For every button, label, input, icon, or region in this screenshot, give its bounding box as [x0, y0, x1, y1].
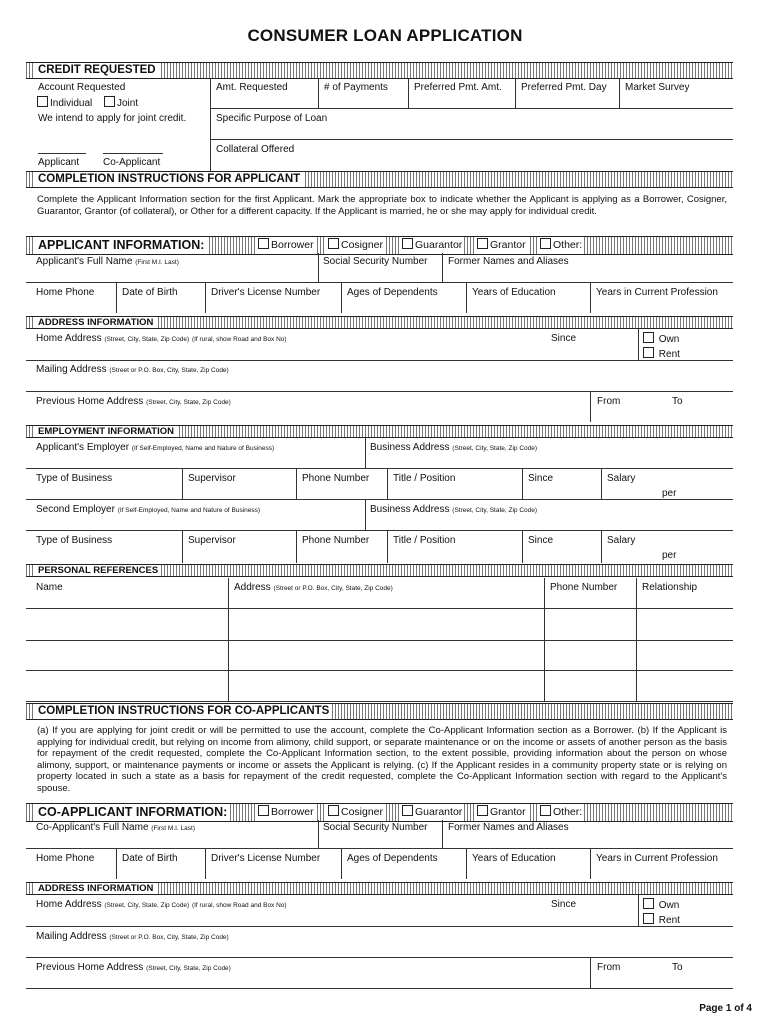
rent-option[interactable]: [643, 347, 680, 361]
divider: [26, 530, 733, 531]
divider: [210, 108, 733, 109]
co-cosigner-option[interactable]: [326, 804, 385, 821]
since-field[interactable]: Since: [551, 333, 577, 344]
divider: [341, 282, 342, 313]
divider: [210, 78, 211, 171]
own-option[interactable]: [643, 332, 679, 346]
divider: [26, 499, 733, 500]
divider: [387, 530, 388, 563]
applicant-info-header: [26, 236, 733, 255]
reference-row[interactable]: [26, 608, 733, 609]
divider: [387, 468, 388, 499]
divider: [182, 468, 183, 499]
co-ssn-field[interactable]: Social Security Number: [323, 822, 428, 833]
co-rent-checkbox[interactable]: [643, 913, 654, 924]
individual-label: Individual: [50, 98, 93, 109]
reference-row[interactable]: [26, 701, 733, 702]
instructions-co-header: [26, 703, 733, 720]
divider: [182, 530, 183, 563]
divider: [26, 468, 733, 469]
applicant-initials-label: Applicant: [38, 157, 80, 168]
co-home-address-label: Home Address: [36, 899, 102, 910]
other-option[interactable]: [538, 237, 584, 254]
co-borrower-option[interactable]: [256, 804, 316, 821]
individual-checkbox[interactable]: [37, 96, 48, 107]
joint-credit-note: We intend to apply for joint credit.: [38, 113, 187, 124]
co-previous-address-field[interactable]: [36, 962, 231, 975]
pref-pmt-amt-field[interactable]: Preferred Pmt. Amt.: [414, 82, 502, 93]
divider: [442, 820, 443, 848]
co-previous-label: Previous Home Address: [36, 962, 144, 973]
license-field[interactable]: Driver's License Number: [211, 287, 321, 298]
divider: [601, 468, 602, 499]
reference-row[interactable]: [26, 670, 733, 671]
page-number: Page 1 of 4: [699, 1003, 752, 1014]
divider: [442, 253, 443, 282]
other-label: Other:: [553, 239, 583, 251]
co-former-names-field[interactable]: Former Names and Aliases: [448, 822, 569, 833]
page-title: CONSUMER LOAN APPLICATION: [247, 26, 523, 45]
divider: [365, 499, 366, 530]
credit-requested-header: [26, 62, 733, 79]
co-home-address-field[interactable]: [36, 899, 287, 912]
divider: [26, 282, 733, 283]
second-salary-field[interactable]: Salary: [607, 535, 636, 546]
employer-label: Applicant's Employer: [36, 442, 130, 453]
co-rent-option[interactable]: [643, 913, 680, 927]
divider: [408, 78, 409, 108]
full-name-hint: (First M.I. Last): [135, 259, 179, 266]
cosigner-label: Cosigner: [341, 239, 384, 251]
co-license-field[interactable]: Driver's License Number: [211, 853, 321, 864]
former-names-field[interactable]: Former Names and Aliases: [448, 256, 569, 267]
second-business-label: Business Address: [370, 504, 450, 515]
co-borrower-label: Borrower: [271, 806, 314, 818]
co-home-phone-field[interactable]: Home Phone: [36, 853, 95, 864]
mailing-hint: (Street or P.O. Box, City, State, Zip Code): [109, 367, 229, 374]
co-borrower-checkbox[interactable]: [258, 805, 269, 816]
co-from-field[interactable]: From: [597, 962, 621, 973]
co-guarantor-checkbox[interactable]: [402, 805, 413, 816]
applicant-info-title: APPLICANT INFORMATION:: [35, 237, 207, 254]
ref-address-header: [234, 582, 393, 595]
ref-name-header: Name: [36, 582, 63, 593]
divider: [341, 848, 342, 879]
second-business-address-field[interactable]: [370, 504, 537, 517]
second-phone-field[interactable]: Phone Number: [302, 535, 370, 546]
address-info-title: ADDRESS INFORMATION: [35, 317, 156, 328]
joint-label: Joint: [117, 98, 139, 109]
previous-hint: (Street, City, State, Zip Code): [146, 399, 231, 406]
business-hint: (Street, City, State, Zip Code): [452, 445, 538, 452]
applicant-full-name-field[interactable]: [36, 256, 179, 269]
co-home-address-hint: (Street, City, State, Zip Code): [104, 902, 190, 909]
co-full-name-hint: (First M.I. Last): [151, 825, 195, 832]
dob-field[interactable]: Date of Birth: [122, 287, 178, 298]
type-business-field[interactable]: Type of Business: [36, 473, 113, 484]
rent-label: Rent: [658, 349, 680, 360]
co-applicant-info-title: CO-APPLICANT INFORMATION:: [35, 804, 230, 821]
ref-phone-header: Phone Number: [550, 582, 618, 593]
divider: [590, 848, 591, 879]
other-checkbox[interactable]: [540, 238, 551, 249]
co-guarantor-option[interactable]: [400, 804, 464, 821]
reference-row[interactable]: [26, 640, 733, 641]
co-full-name-field[interactable]: [36, 822, 195, 835]
divider: [590, 282, 591, 313]
instructions-co-text: (a) If you are applying for joint credit or will be permitted to use the account, complete the Co-Applicant Information section as a Borrower. (b) If the Applicant is applying for individual credit, but relying on income from alimony, child support, or separate maintenance or on the income or assets of another person as the basis for repayment of the credit requested, complete the Co-Applicant Information section, to the extent possible, providing information about the person on whose alimony, support, or maintenance payments or income or assets the Applicant is relying. (c) If the Applicant resides in a community property state or is relying on property located in such a state as a basis for repayment of the credit requested, complete the Co-Applicant Information section with regard to the Applicant's spouse.: [37, 725, 727, 794]
co-other-label: Other:: [553, 806, 583, 818]
divider: [296, 530, 297, 563]
divider: [522, 468, 523, 499]
divider: [590, 391, 591, 422]
divider: [26, 360, 733, 361]
guarantor-label: Guarantor: [415, 239, 463, 251]
second-employer-field[interactable]: [36, 504, 260, 517]
address-info-header: [26, 316, 733, 329]
co-other-checkbox[interactable]: [540, 805, 551, 816]
divider: [296, 468, 297, 499]
divider: [205, 282, 206, 313]
employment-since-field[interactable]: Since: [528, 473, 554, 484]
employment-info-header: [26, 425, 733, 438]
own-checkbox[interactable]: [643, 332, 654, 343]
second-salary-per: per: [662, 550, 677, 561]
co-dob-field[interactable]: Date of Birth: [122, 853, 178, 864]
co-rent-label: Rent: [658, 915, 680, 926]
divider: [638, 329, 639, 360]
second-employer-hint: (If Self-Employed, Name and Nature of Business): [117, 507, 261, 514]
co-mailing-label: Mailing Address: [36, 931, 107, 942]
co-mailing-address-field[interactable]: [36, 931, 229, 944]
credit-requested-title: CREDIT REQUESTED: [35, 63, 159, 78]
divider: [638, 895, 639, 926]
full-name-label: Applicant's Full Name: [36, 256, 133, 267]
instructions-co-title: COMPLETION INSTRUCTIONS FOR CO-APPLICANTS: [35, 704, 332, 719]
divider: [365, 438, 366, 468]
divider: [26, 848, 733, 849]
co-ages-dependents-field[interactable]: Ages of Dependents: [347, 853, 438, 864]
years-education-field[interactable]: Years of Education: [472, 287, 556, 298]
co-cosigner-checkbox[interactable]: [328, 805, 339, 816]
ref-address-hint: (Street or P.O. Box, City, State, Zip Code): [273, 585, 393, 592]
divider: [318, 78, 319, 108]
co-previous-hint: (Street, City, State, Zip Code): [146, 965, 231, 972]
mailing-label: Mailing Address: [36, 364, 107, 375]
borrower-label: Borrower: [271, 239, 314, 251]
second-since-field[interactable]: Since: [528, 535, 554, 546]
employment-info-title: EMPLOYMENT INFORMATION: [35, 426, 177, 437]
employer-hint: (If Self-Employed, Name and Nature of Business): [131, 445, 275, 452]
co-applicant-initials-line[interactable]: [103, 153, 163, 154]
second-title-field[interactable]: Title / Position: [393, 535, 456, 546]
references-header: [26, 564, 733, 577]
co-rural-hint: (If rural, show Road and Box No): [191, 902, 287, 909]
co-own-checkbox[interactable]: [643, 898, 654, 909]
divider: [522, 530, 523, 563]
rent-checkbox[interactable]: [643, 347, 654, 358]
account-requested-label: Account Requested: [38, 82, 126, 93]
cosigner-checkbox[interactable]: [328, 238, 339, 249]
co-applicant-info-header: [26, 803, 733, 822]
co-grantor-option[interactable]: [475, 804, 528, 821]
references-title: PERSONAL REFERENCES: [35, 565, 161, 576]
divider: [205, 848, 206, 879]
second-supervisor-field[interactable]: Supervisor: [188, 535, 236, 546]
divider: [466, 848, 467, 879]
guarantor-option[interactable]: [400, 237, 464, 254]
divider: [515, 78, 516, 108]
co-grantor-checkbox[interactable]: [477, 805, 488, 816]
employer-field[interactable]: [36, 442, 274, 455]
salary-per: per: [662, 488, 677, 499]
divider: [619, 78, 620, 108]
salary-field[interactable]: Salary: [607, 473, 636, 484]
second-employer-label: Second Employer: [36, 504, 115, 515]
individual-option[interactable]: [37, 96, 92, 110]
market-survey-field[interactable]: Market Survey: [625, 82, 690, 93]
divider: [466, 282, 467, 313]
grantor-option[interactable]: [475, 237, 528, 254]
instructions-applicant-title: COMPLETION INSTRUCTIONS FOR APPLICANT: [35, 172, 303, 187]
own-label: Own: [658, 334, 680, 345]
rural-hint: (If rural, show Road and Box No): [191, 336, 287, 343]
divider: [318, 253, 319, 282]
borrower-checkbox[interactable]: [258, 238, 269, 249]
second-business-hint: (Street, City, State, Zip Code): [452, 507, 538, 514]
grantor-label: Grantor: [490, 239, 526, 251]
grantor-checkbox[interactable]: [477, 238, 488, 249]
ages-dependents-field[interactable]: Ages of Dependents: [347, 287, 438, 298]
co-since-field[interactable]: Since: [551, 899, 577, 910]
co-cosigner-label: Cosigner: [341, 806, 384, 818]
title-position-field[interactable]: Title / Position: [393, 473, 456, 484]
joint-option[interactable]: [104, 96, 138, 110]
co-years-education-field[interactable]: Years of Education: [472, 853, 556, 864]
co-own-label: Own: [658, 900, 680, 911]
divider: [26, 926, 733, 927]
business-address-label: Business Address: [370, 442, 450, 453]
ref-address-label: Address: [234, 582, 271, 593]
ssn-field[interactable]: Social Security Number: [323, 256, 428, 267]
divider: [26, 988, 733, 989]
amt-requested-field[interactable]: Amt. Requested: [216, 82, 288, 93]
home-phone-field[interactable]: Home Phone: [36, 287, 95, 298]
supervisor-field[interactable]: Supervisor: [188, 473, 236, 484]
divider: [590, 957, 591, 988]
home-address-field[interactable]: [36, 333, 287, 346]
divider: [318, 820, 319, 848]
co-grantor-label: Grantor: [490, 806, 526, 818]
home-address-label: Home Address: [36, 333, 102, 344]
co-applicant-initials-label: Co-Applicant: [103, 157, 161, 168]
joint-checkbox[interactable]: [104, 96, 115, 107]
divider: [210, 139, 733, 140]
guarantor-checkbox[interactable]: [402, 238, 413, 249]
second-type-business-field[interactable]: Type of Business: [36, 535, 113, 546]
co-to-field[interactable]: To: [672, 962, 683, 973]
applicant-initials-line[interactable]: [38, 153, 86, 154]
co-address-info-header: [26, 882, 733, 895]
home-address-hint: (Street, City, State, Zip Code): [104, 336, 190, 343]
co-other-option[interactable]: [538, 804, 584, 821]
divider: [26, 391, 733, 392]
from-field[interactable]: From: [597, 396, 621, 407]
business-address-field[interactable]: [370, 442, 537, 455]
years-profession-field[interactable]: Years in Current Profession: [596, 287, 718, 298]
purpose-field[interactable]: Specific Purpose of Loan: [216, 113, 328, 124]
divider: [116, 282, 117, 313]
pref-pmt-day-field[interactable]: Preferred Pmt. Day: [521, 82, 607, 93]
divider: [116, 848, 117, 879]
co-own-option[interactable]: [643, 898, 679, 912]
co-address-info-title: ADDRESS INFORMATION: [35, 883, 156, 894]
collateral-field[interactable]: Collateral Offered: [216, 144, 295, 155]
employer-phone-field[interactable]: Phone Number: [302, 473, 370, 484]
previous-address-field[interactable]: [36, 396, 231, 409]
ref-relationship-header: Relationship: [642, 582, 698, 593]
divider: [601, 530, 602, 563]
num-payments-field[interactable]: # of Payments: [324, 82, 388, 93]
instructions-applicant-header: [26, 171, 733, 188]
to-field[interactable]: To: [672, 396, 683, 407]
co-guarantor-label: Guarantor: [415, 806, 463, 818]
previous-label: Previous Home Address: [36, 396, 144, 407]
instructions-applicant-text: Complete the Applicant Information section for the first Applicant. Mark the appropriate box to indicate whether the Applicant is applying as a Borrower, Cosigner, Guarantor, Grantor (of collateral), or Other for a different capacity. If the Applicant is married, he or she may apply for individual credit.: [37, 194, 727, 217]
co-years-profession-field[interactable]: Years in Current Profession: [596, 853, 718, 864]
co-mailing-hint: (Street or P.O. Box, City, State, Zip Code): [109, 934, 229, 941]
borrower-option[interactable]: [256, 237, 316, 254]
co-full-name-label: Co-Applicant's Full Name: [36, 822, 149, 833]
cosigner-option[interactable]: [326, 237, 385, 254]
divider: [26, 957, 733, 958]
mailing-address-field[interactable]: [36, 364, 229, 377]
